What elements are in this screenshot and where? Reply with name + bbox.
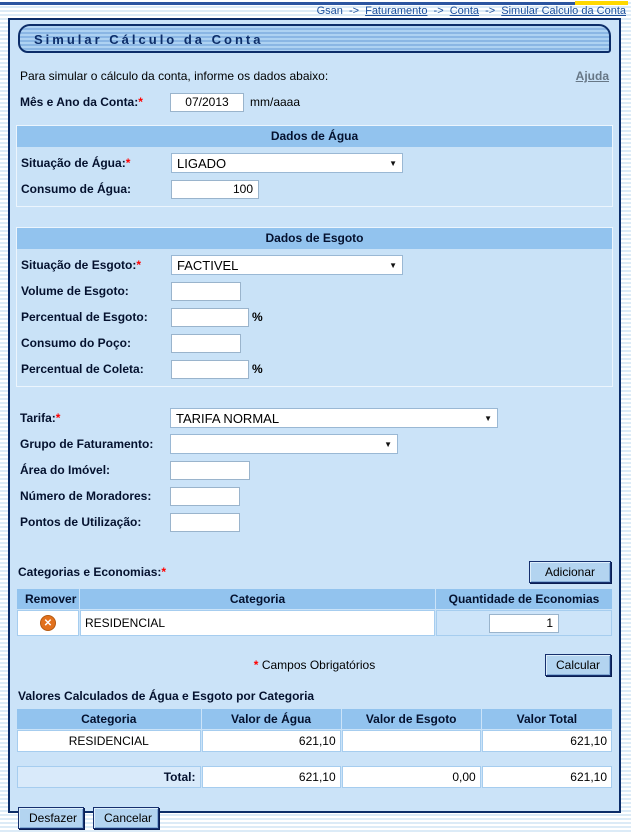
table-row bbox=[17, 610, 612, 636]
categorias-label: Categorias e Economias:* bbox=[18, 565, 167, 579]
total-table bbox=[16, 765, 613, 789]
consumo-agua-input[interactable] bbox=[171, 180, 259, 199]
valores-esgoto-cell bbox=[342, 730, 481, 752]
field-label-mes-ano: Mês e Ano da Conta:* bbox=[20, 95, 143, 109]
cancelar-button[interactable]: Cancelar bbox=[93, 807, 159, 829]
required-note: * Campos Obrigatórios bbox=[253, 658, 376, 672]
field-label-area-imovel: Área do Imóvel: bbox=[20, 463, 111, 477]
calcular-button[interactable]: Calcular bbox=[545, 654, 611, 676]
quantidade-economias-input[interactable] bbox=[489, 614, 559, 633]
desfazer-button[interactable]: Desfazer bbox=[18, 807, 84, 829]
field-label-pontos-utilizacao: Pontos de Utilização: bbox=[20, 515, 142, 529]
valores-table bbox=[16, 708, 613, 753]
remove-icon[interactable]: ✕ bbox=[40, 615, 56, 631]
breadcrumb-item-gsan: Gsan bbox=[316, 5, 343, 17]
situacao-esgoto-value: FACTIVEL bbox=[177, 257, 239, 273]
total-esgoto-cell: 0,00 bbox=[342, 766, 481, 788]
valores-header-agua: Valor de Água bbox=[202, 709, 341, 729]
categorias-header-quantidade: Quantidade de Economias bbox=[436, 589, 612, 609]
valores-agua-cell: 621,10 bbox=[202, 730, 341, 752]
grupo-faturamento-select[interactable] bbox=[170, 434, 398, 454]
valores-header-categoria: Categoria bbox=[17, 709, 201, 729]
valores-total-cell: 621,10 bbox=[482, 730, 612, 752]
percent-suffix: % bbox=[252, 310, 263, 324]
section-dados-esgoto bbox=[16, 227, 613, 387]
percentual-esgoto-input[interactable] bbox=[171, 308, 249, 327]
field-label-percentual-esgoto: Percentual de Esgoto: bbox=[21, 310, 148, 324]
valores-header-total: Valor Total bbox=[482, 709, 612, 729]
percent-suffix: % bbox=[252, 362, 263, 376]
tarifa-select[interactable] bbox=[170, 408, 498, 428]
valores-header-esgoto: Valor de Esgoto bbox=[342, 709, 481, 729]
breadcrumb-separator: -> bbox=[485, 5, 496, 17]
categorias-header-categoria: Categoria bbox=[80, 589, 435, 609]
mes-ano-input[interactable] bbox=[170, 93, 244, 112]
categoria-cell: RESIDENCIAL bbox=[80, 610, 435, 636]
field-label-volume-esgoto: Volume de Esgoto: bbox=[21, 284, 129, 298]
chevron-down-icon: ▼ bbox=[484, 413, 492, 423]
page-title: Simular Cálculo da Conta bbox=[18, 24, 611, 53]
chevron-down-icon: ▼ bbox=[389, 260, 397, 270]
table-row bbox=[17, 730, 612, 752]
remover-cell bbox=[17, 610, 79, 636]
consumo-poco-input[interactable] bbox=[171, 334, 241, 353]
total-agua-cell: 621,10 bbox=[202, 766, 341, 788]
breadcrumb-link-conta[interactable]: Conta bbox=[449, 5, 480, 17]
field-label-tarifa: Tarifa:* bbox=[20, 411, 61, 425]
breadcrumb-separator: -> bbox=[433, 5, 444, 17]
situacao-agua-select[interactable] bbox=[171, 153, 403, 173]
field-label-consumo-agua: Consumo de Água: bbox=[21, 182, 131, 196]
section-header-dados-agua: Dados de Água bbox=[17, 126, 612, 147]
field-label-percentual-coleta: Percentual de Coleta: bbox=[21, 362, 144, 376]
total-total-cell: 621,10 bbox=[482, 766, 612, 788]
main-panel bbox=[8, 18, 621, 825]
chevron-down-icon: ▼ bbox=[389, 158, 397, 168]
total-label-cell: Total: bbox=[17, 766, 201, 788]
percentual-coleta-input[interactable] bbox=[171, 360, 249, 379]
field-label-situacao-esgoto: Situação de Esgoto:* bbox=[21, 258, 142, 272]
intro-text: Para simular o cálculo da conta, informe os dados abaixo: bbox=[20, 69, 329, 83]
quantidade-cell bbox=[436, 610, 612, 636]
mes-ano-hint: mm/aaaa bbox=[250, 95, 301, 109]
categorias-table bbox=[16, 588, 613, 637]
valores-categoria-cell: RESIDENCIAL bbox=[17, 730, 201, 752]
numero-moradores-input[interactable] bbox=[170, 487, 240, 506]
breadcrumb-separator: -> bbox=[348, 5, 360, 17]
breadcrumb-link-faturamento[interactable]: Faturamento bbox=[365, 5, 428, 17]
section-header-dados-esgoto: Dados de Esgoto bbox=[17, 228, 612, 249]
field-label-grupo-faturamento: Grupo de Faturamento: bbox=[20, 437, 154, 451]
tarifa-value: TARIFA NORMAL bbox=[176, 410, 280, 426]
breadcrumb-link-simular[interactable]: Simular Calculo da Conta bbox=[501, 5, 626, 17]
situacao-esgoto-select[interactable] bbox=[171, 255, 403, 275]
field-label-consumo-poco: Consumo do Poço: bbox=[21, 336, 131, 350]
volume-esgoto-input[interactable] bbox=[171, 282, 241, 301]
valores-title: Valores Calculados de Água e Esgoto por Categoria bbox=[18, 689, 315, 703]
field-label-numero-moradores: Número de Moradores: bbox=[20, 489, 152, 503]
help-link[interactable]: Ajuda bbox=[575, 69, 609, 83]
area-imovel-input[interactable] bbox=[170, 461, 250, 480]
categorias-header-remover: Remover bbox=[17, 589, 79, 609]
chevron-down-icon: ▼ bbox=[384, 439, 392, 449]
breadcrumb bbox=[317, 5, 626, 17]
field-label-situacao-agua: Situação de Água:* bbox=[21, 156, 131, 170]
situacao-agua-value: LIGADO bbox=[177, 155, 227, 171]
total-row bbox=[17, 766, 612, 788]
section-dados-agua bbox=[16, 125, 613, 207]
adicionar-button[interactable]: Adicionar bbox=[529, 561, 611, 583]
pontos-utilizacao-input[interactable] bbox=[170, 513, 240, 532]
